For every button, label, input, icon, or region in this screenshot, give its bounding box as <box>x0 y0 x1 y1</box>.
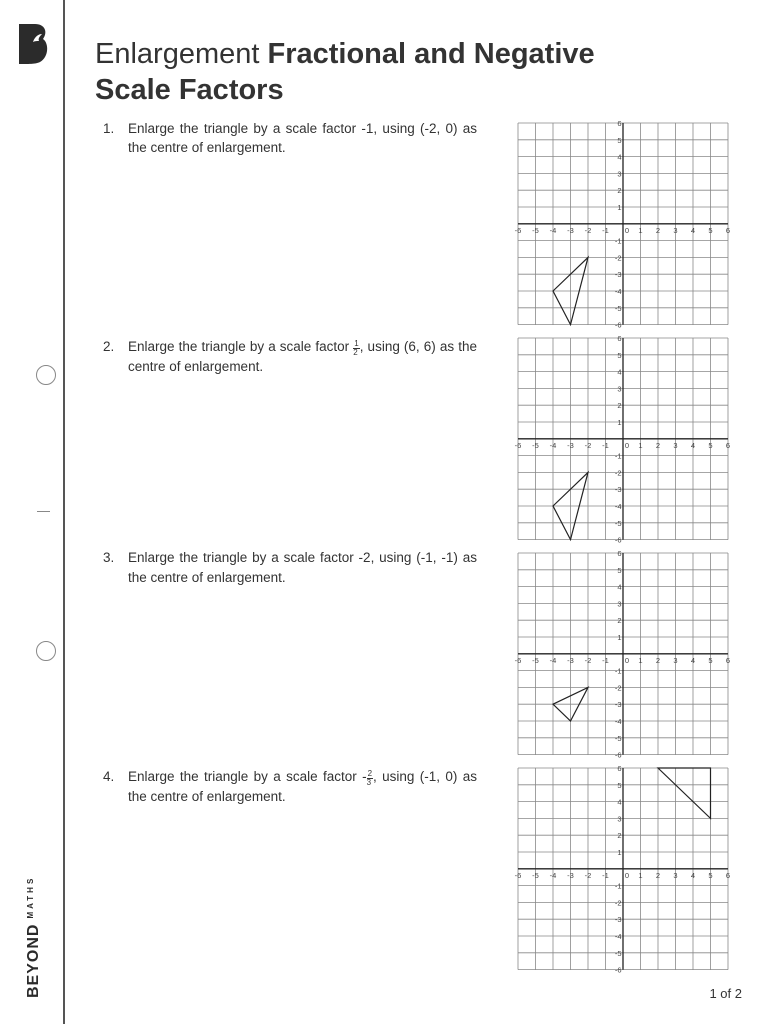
y-tick-label: 2 <box>617 401 622 411</box>
question-2 <box>103 337 477 376</box>
x-tick-label: 2 <box>655 870 661 880</box>
x-tick-label: -4 <box>549 225 557 235</box>
y-tick-label: -3 <box>614 915 622 925</box>
x-tick-label: -1 <box>602 655 609 665</box>
x-tick-label: 3 <box>673 440 678 450</box>
y-tick-label: -4 <box>614 287 622 296</box>
y-tick-label: 6 <box>617 334 622 343</box>
x-tick-label: 3 <box>673 225 678 235</box>
x-tick-label: 0 <box>624 440 630 450</box>
y-tick-label: 5 <box>617 565 622 575</box>
y-tick-label: -3 <box>614 700 622 710</box>
question-text <box>128 767 477 806</box>
x-tick-label: -1 <box>602 225 609 235</box>
question-text-part: , using (6, 6) as the centre of enlargement. <box>128 339 477 374</box>
x-tick-label: -4 <box>549 440 557 450</box>
question-text-part: Enlarge the triangle by a scale factor <box>128 339 354 354</box>
y-tick-label: 6 <box>617 764 622 773</box>
y-tick-label: 2 <box>617 186 622 196</box>
brand-sub: MATHS <box>26 875 35 919</box>
x-tick-label: 5 <box>708 225 713 235</box>
question-number: 1. <box>103 121 115 136</box>
x-tick-label: 1 <box>638 870 643 880</box>
x-tick-label: -6 <box>514 225 522 235</box>
fraction-numerator: 2 <box>367 769 373 778</box>
y-tick-label: 6 <box>617 549 622 558</box>
title-bold-line2: Scale Factors <box>95 74 284 106</box>
y-tick-label: -6 <box>614 750 622 760</box>
y-tick-label: 4 <box>617 797 622 807</box>
y-tick-label: -1 <box>614 451 622 461</box>
x-tick-label: 4 <box>690 225 696 235</box>
y-tick-label: 2 <box>617 831 622 841</box>
y-tick-label: 1 <box>617 418 622 427</box>
x-tick-label: -2 <box>584 225 592 235</box>
x-tick-label: -4 <box>549 655 557 665</box>
x-tick-label: 6 <box>725 440 731 450</box>
question-text: Enlarge the triangle by a scale factor -1, using (-2, 0) as the centre of enlargement. <box>128 121 477 155</box>
coordinate-grid-2 <box>510 333 736 543</box>
x-tick-label: 5 <box>708 440 713 450</box>
y-tick-label: 5 <box>617 350 622 360</box>
x-tick-label: 6 <box>725 870 731 880</box>
y-tick-label: -2 <box>614 253 622 263</box>
y-tick-label: -6 <box>614 320 622 330</box>
y-tick-label: -4 <box>614 717 622 726</box>
punch-hole-bottom <box>36 641 56 661</box>
question-3 <box>103 548 477 588</box>
y-tick-label: -5 <box>614 518 622 528</box>
x-tick-label: -5 <box>532 870 539 880</box>
x-tick-label: 1 <box>638 225 643 235</box>
y-tick-label: -6 <box>614 535 622 545</box>
x-tick-label: 0 <box>624 870 630 880</box>
fold-mark <box>37 511 50 512</box>
y-tick-label: -1 <box>614 236 622 246</box>
margin-line <box>63 0 65 1024</box>
coordinate-grid-4 <box>510 763 736 973</box>
y-tick-label: -4 <box>614 932 622 941</box>
title-light: Enlargement <box>95 38 260 70</box>
x-tick-label: 2 <box>655 225 661 235</box>
question-text-part: , using (-1, 0) as the centre of enlargement. <box>128 769 477 804</box>
question-4 <box>103 767 477 806</box>
y-tick-label: -3 <box>614 270 622 280</box>
x-tick-label: -3 <box>567 870 574 880</box>
coordinate-grid-1 <box>510 118 736 328</box>
y-tick-label: 3 <box>617 599 622 609</box>
x-tick-label: 4 <box>690 870 696 880</box>
x-tick-label: -2 <box>584 870 592 880</box>
brand-main: BEYOND <box>25 923 42 998</box>
x-tick-label: -1 <box>602 870 609 880</box>
x-tick-label: 6 <box>725 655 731 665</box>
y-tick-label: -1 <box>614 881 622 891</box>
y-tick-label: 4 <box>617 582 622 592</box>
x-tick-label: -3 <box>567 225 574 235</box>
x-tick-label: 4 <box>690 440 696 450</box>
x-tick-label: 0 <box>624 655 630 665</box>
brand-text <box>25 876 43 998</box>
y-tick-label: 5 <box>617 780 622 790</box>
question-1 <box>103 119 477 157</box>
x-tick-label: 4 <box>690 655 696 665</box>
y-tick-label: -3 <box>614 485 622 495</box>
y-tick-label: 3 <box>617 814 622 824</box>
title-bold-line1: Fractional and Negative <box>267 38 595 70</box>
x-tick-label: -3 <box>567 655 574 665</box>
y-tick-label: 5 <box>617 135 622 145</box>
x-tick-label: 2 <box>655 655 661 665</box>
y-tick-label: 2 <box>617 616 622 626</box>
question-number: 2. <box>103 339 115 354</box>
x-tick-label: -5 <box>532 225 539 235</box>
y-tick-label: -5 <box>614 948 622 958</box>
x-tick-label: -6 <box>514 870 522 880</box>
y-tick-label: 1 <box>617 848 622 857</box>
x-tick-label: -5 <box>532 440 539 450</box>
y-tick-label: -2 <box>614 683 622 693</box>
question-text <box>128 337 477 376</box>
y-tick-label: -4 <box>614 502 622 511</box>
x-tick-label: 3 <box>673 655 678 665</box>
x-tick-label: -4 <box>549 870 557 880</box>
x-tick-label: -2 <box>584 655 592 665</box>
y-tick-label: -1 <box>614 666 622 676</box>
x-tick-label: -6 <box>514 655 522 665</box>
x-tick-label: 1 <box>638 440 643 450</box>
x-tick-label: -1 <box>602 440 609 450</box>
page-title <box>95 36 595 108</box>
beyond-logo-icon <box>15 22 51 66</box>
fraction-denominator: 2 <box>353 348 358 357</box>
x-tick-label: 3 <box>673 870 678 880</box>
x-tick-label: -6 <box>514 440 522 450</box>
y-tick-label: -2 <box>614 898 622 908</box>
fraction-numerator: 1 <box>354 339 359 348</box>
punch-hole-top <box>36 365 56 385</box>
y-tick-label: -5 <box>614 733 622 743</box>
x-tick-label: 5 <box>708 655 713 665</box>
x-tick-label: 6 <box>725 225 731 235</box>
x-tick-label: -5 <box>532 655 539 665</box>
y-tick-label: -5 <box>614 303 622 313</box>
y-tick-label: 4 <box>617 367 622 377</box>
question-text: Enlarge the triangle by a scale factor -2, using (-1, -1) as the centre of enlargement. <box>128 550 477 585</box>
y-tick-label: 6 <box>617 119 622 128</box>
fraction-denominator: 3 <box>366 778 372 787</box>
x-tick-label: 2 <box>655 440 661 450</box>
x-tick-label: 0 <box>624 225 630 235</box>
y-tick-label: 3 <box>617 384 622 394</box>
x-tick-label: -3 <box>567 440 574 450</box>
y-tick-label: -2 <box>614 468 622 478</box>
question-number: 4. <box>103 769 115 784</box>
y-tick-label: 1 <box>617 633 622 642</box>
x-tick-label: 1 <box>638 655 643 665</box>
y-tick-label: 1 <box>617 203 622 212</box>
x-tick-label: -2 <box>584 440 592 450</box>
triangle-shape <box>658 768 711 818</box>
question-number: 3. <box>103 550 115 565</box>
x-tick-label: 5 <box>708 870 713 880</box>
coordinate-grid-3 <box>510 548 736 758</box>
y-tick-label: 3 <box>617 169 622 179</box>
question-text-part: Enlarge the triangle by a scale factor - <box>128 769 367 784</box>
y-tick-label: -6 <box>614 965 622 975</box>
y-tick-label: 4 <box>617 152 622 162</box>
page-number: 1 of 2 <box>709 986 742 1001</box>
